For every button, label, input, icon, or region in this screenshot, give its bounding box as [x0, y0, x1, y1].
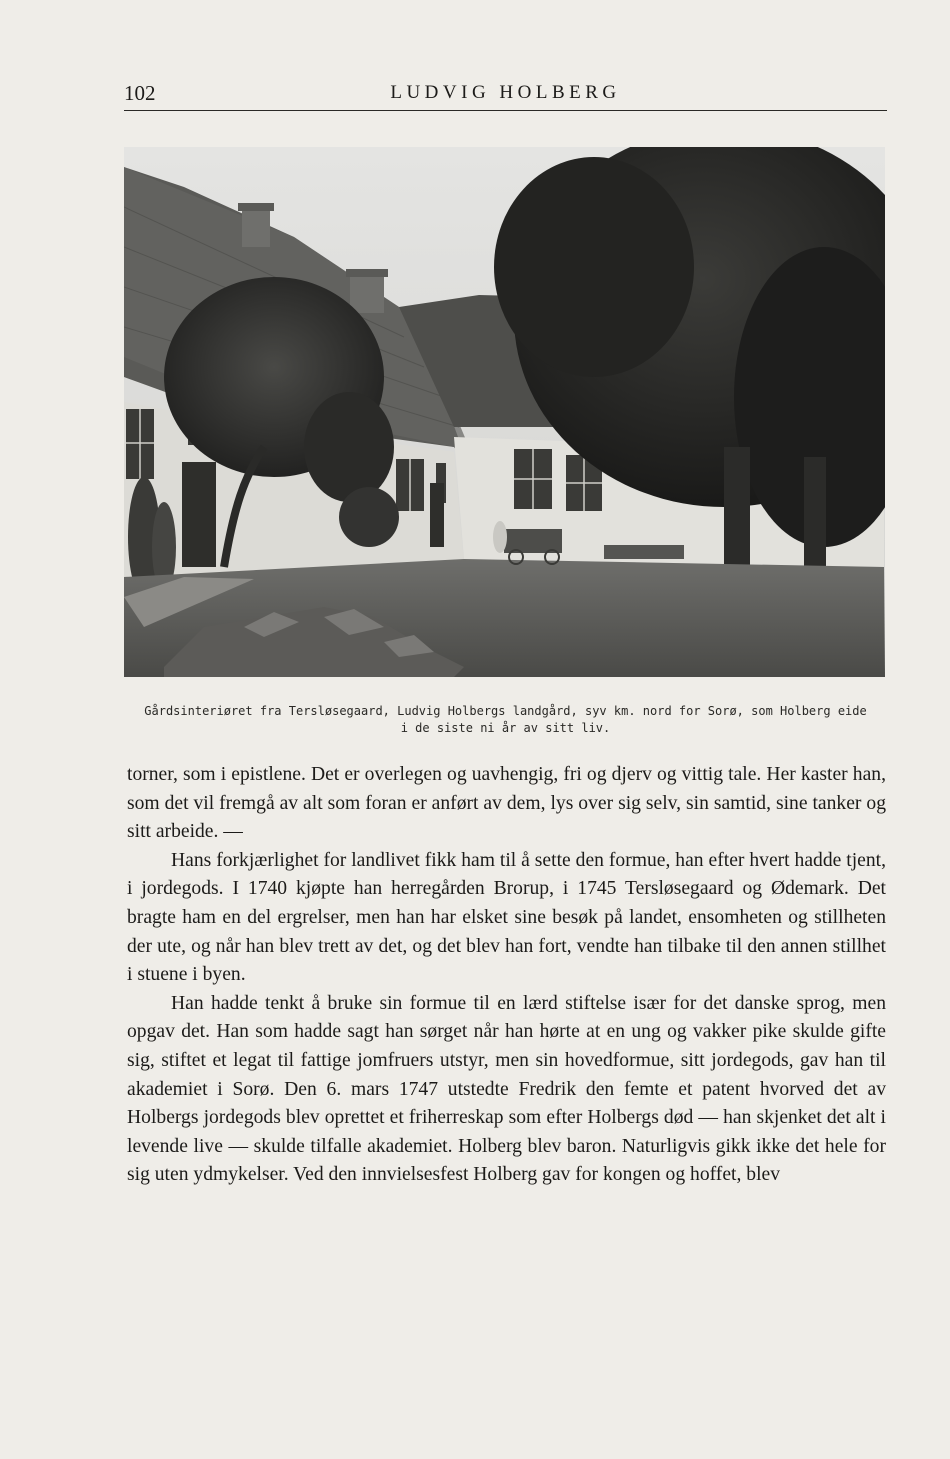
seated-figure	[493, 521, 507, 553]
body-text	[127, 761, 886, 1190]
paragraph-landlivet: Hans forkjærlighet for landlivet fikk ham til å sette den formue, han efter hvert hadde tjent, i jordegods. I 1740 kjøpte han herregården Brorup, i 1745 Tersløsegaard og Ødemark. Det bragte ham en del ergrelser, men han har elsket sine besøk på landet, ensomheten og stillheten der ute, og når han blev trett av det, og det blev han fort, vendte han tilbake til den annen stillhet i stuene i byen.	[127, 849, 886, 986]
caption-line-2: i de siste ni år av sitt liv.	[400, 721, 611, 735]
paragraph-stiftelse: Han hadde tenkt å bruke sin formue til en lærd stiftelse især for det danske sprog, men opgav det. Han som hadde sagt han sørget når han hørte at en ung og vakker pike skulde gifte sig, stiftet et legat til fattige jomfruers utstyr, men sin hovedformue, sitt jordegods, gav han til akademiet i Sorø. Den 6. mars 1747 utstedte Fredrik den femte et patent hvorved det av Holbergs jordegods blev oprettet et friherreskap som efter Holbergs død — han skjenket det alt i levende live — skulde tilfalle akademiet. Holberg blev baron. Naturligvis gikk ikke det hele for sig uten ydmykelser. Ved den innvielsesfest Holberg gav for kongen og hoffet, blev	[127, 992, 886, 1186]
caption-line-1: Gårdsinteriøret fra Tersløsegaard, Ludvig Holbergs landgård, syv km. nord for Sorø, som Holberg eide	[144, 704, 867, 718]
door-middle	[430, 483, 444, 547]
photo-caption	[124, 703, 887, 737]
paragraph-continuation: torner, som i epistlene. Det er overlegen og uavhengig, fri og djerv og vittig tale. Her kaster han, som det vil fremgå av alt som foran er anført av dem, lys over sig selv, sin samtid, sine tanker og sitt arbeide. —	[127, 764, 886, 843]
door-left	[182, 462, 216, 567]
running-header	[124, 80, 887, 111]
page-number: 102	[124, 81, 156, 105]
courtyard-photo	[124, 147, 885, 677]
running-title: LUDVIG HOLBERG	[390, 82, 621, 103]
wooden-bench	[604, 545, 684, 559]
chimney-left	[242, 207, 270, 247]
chimney-right	[350, 273, 384, 313]
